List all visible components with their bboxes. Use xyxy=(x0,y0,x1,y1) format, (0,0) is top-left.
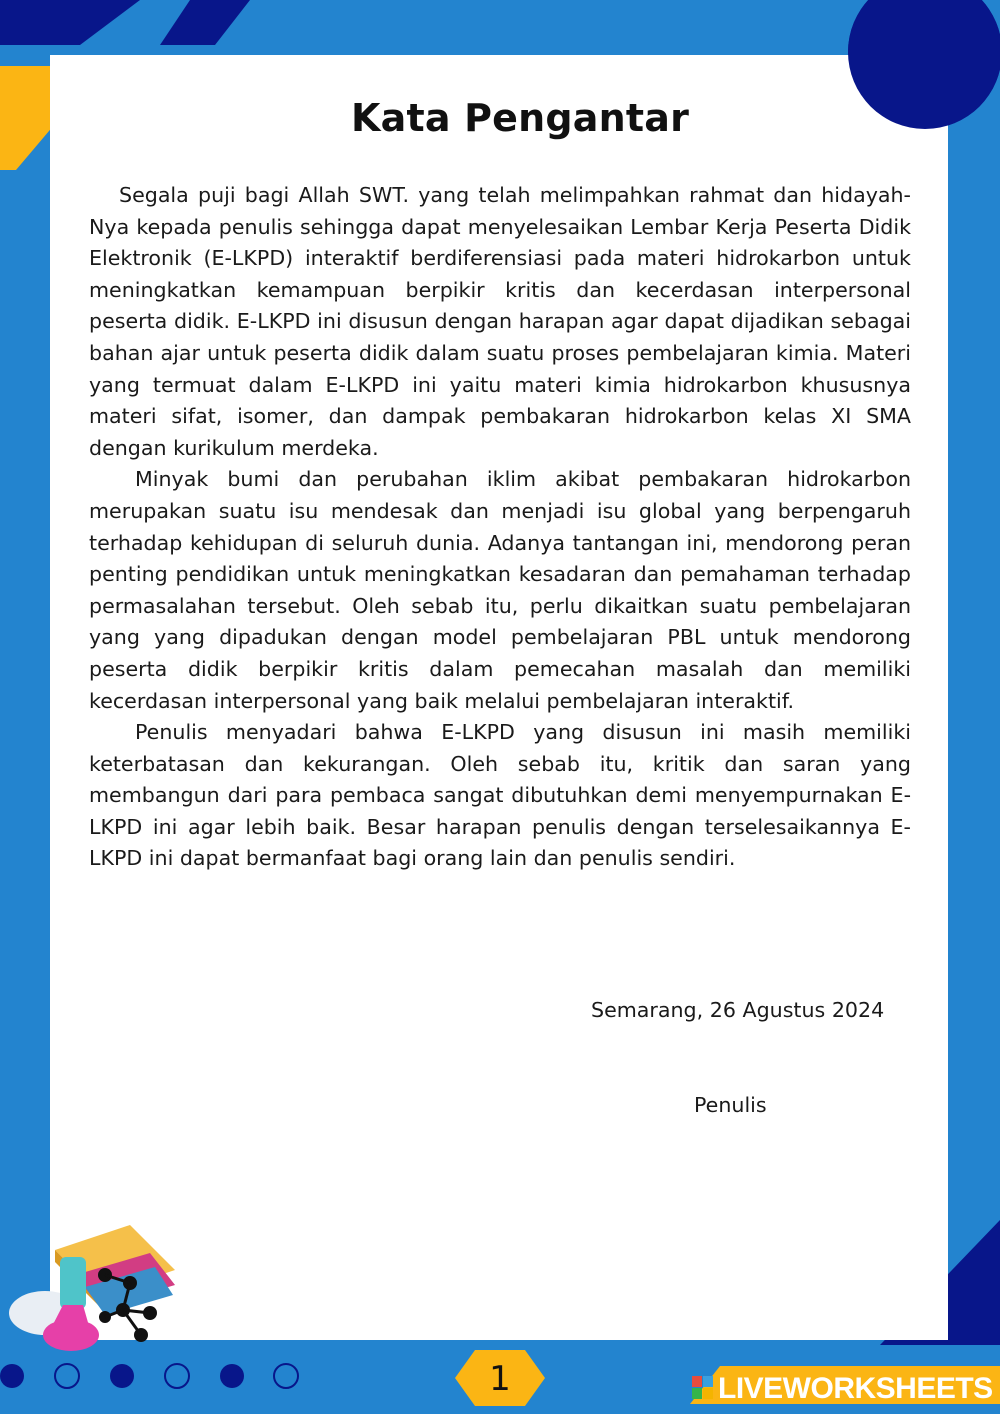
paragraph-3: Penulis menyadari bahwa E-LKPD yang disusun ini masih memiliki keterbatasan dan kekurangan. Oleh sebab itu, kritik dan saran yang membangun dari para pembaca sangat dibutuhkan demi menyempurnakan E-LKPD ini agar lebih baik. Besar harapan penulis dengan terselesaikannya E-LKPD ini dapat bermanfaat bagi orang lain dan penulis sendiri. xyxy=(89,720,911,871)
place-date: Semarang, 26 Agustus 2024 xyxy=(591,998,885,1022)
paragraph-2: Minyak bumi dan perubahan iklim akibat pembakaran hidrokarbon merupakan suatu isu mendesak dan menjadi isu global yang berpengaruh terhadap kehidupan di seluruh dunia. Adanya tantangan ini, mendorong peran penting pendidikan untuk meningkatkan kesadaran dan pemahaman terhadap permasalahan tersebut. Oleh sebab itu, perlu dikaitkan suatu pembelajaran yang yang dipadukan dengan model pembelajaran PBL untuk mendorong peserta didik berpikir kritis dalam pemecahan masalah dan memiliki kecerdasan interpersonal yang baik melalui pembelajaran interaktif. xyxy=(89,467,911,713)
dots-decoration xyxy=(0,1362,320,1394)
page-title: Kata Pengantar xyxy=(350,96,690,140)
chemistry-illustration xyxy=(5,1215,195,1365)
body-text xyxy=(89,180,911,875)
brand-name[interactable]: LIVEWORKSHEETS xyxy=(718,1372,993,1405)
liveworksheets-logo-icon xyxy=(692,1376,714,1400)
author-signature: Penulis xyxy=(694,1093,767,1117)
paragraph-1: Segala puji bagi Allah SWT. yang telah melimpahkan rahmat dan hidayah-Nya kepada penulis sehingga dapat menyelesaikan Lembar Kerja Peserta Didik Elektronik (E-LKPD) interaktif berdiferensiasi pada materi hidrokarbon untuk meningkatkan kemampuan berpikir kritis dan kecerdasan interpersonal peserta didik. E-LKPD ini disusun dengan harapan agar dapat dijadikan sebagai bahan ajar untuk peserta didik dalam suatu proses pembelajaran kimia. Materi yang termuat dalam E-LKPD ini yaitu materi kimia hidrokarbon khususnya materi sifat, isomer, dan dampak pembakaran hidrokarbon kelas XI SMA dengan kurikulum merdeka. xyxy=(89,183,911,460)
page-number: 1 xyxy=(489,1359,511,1399)
